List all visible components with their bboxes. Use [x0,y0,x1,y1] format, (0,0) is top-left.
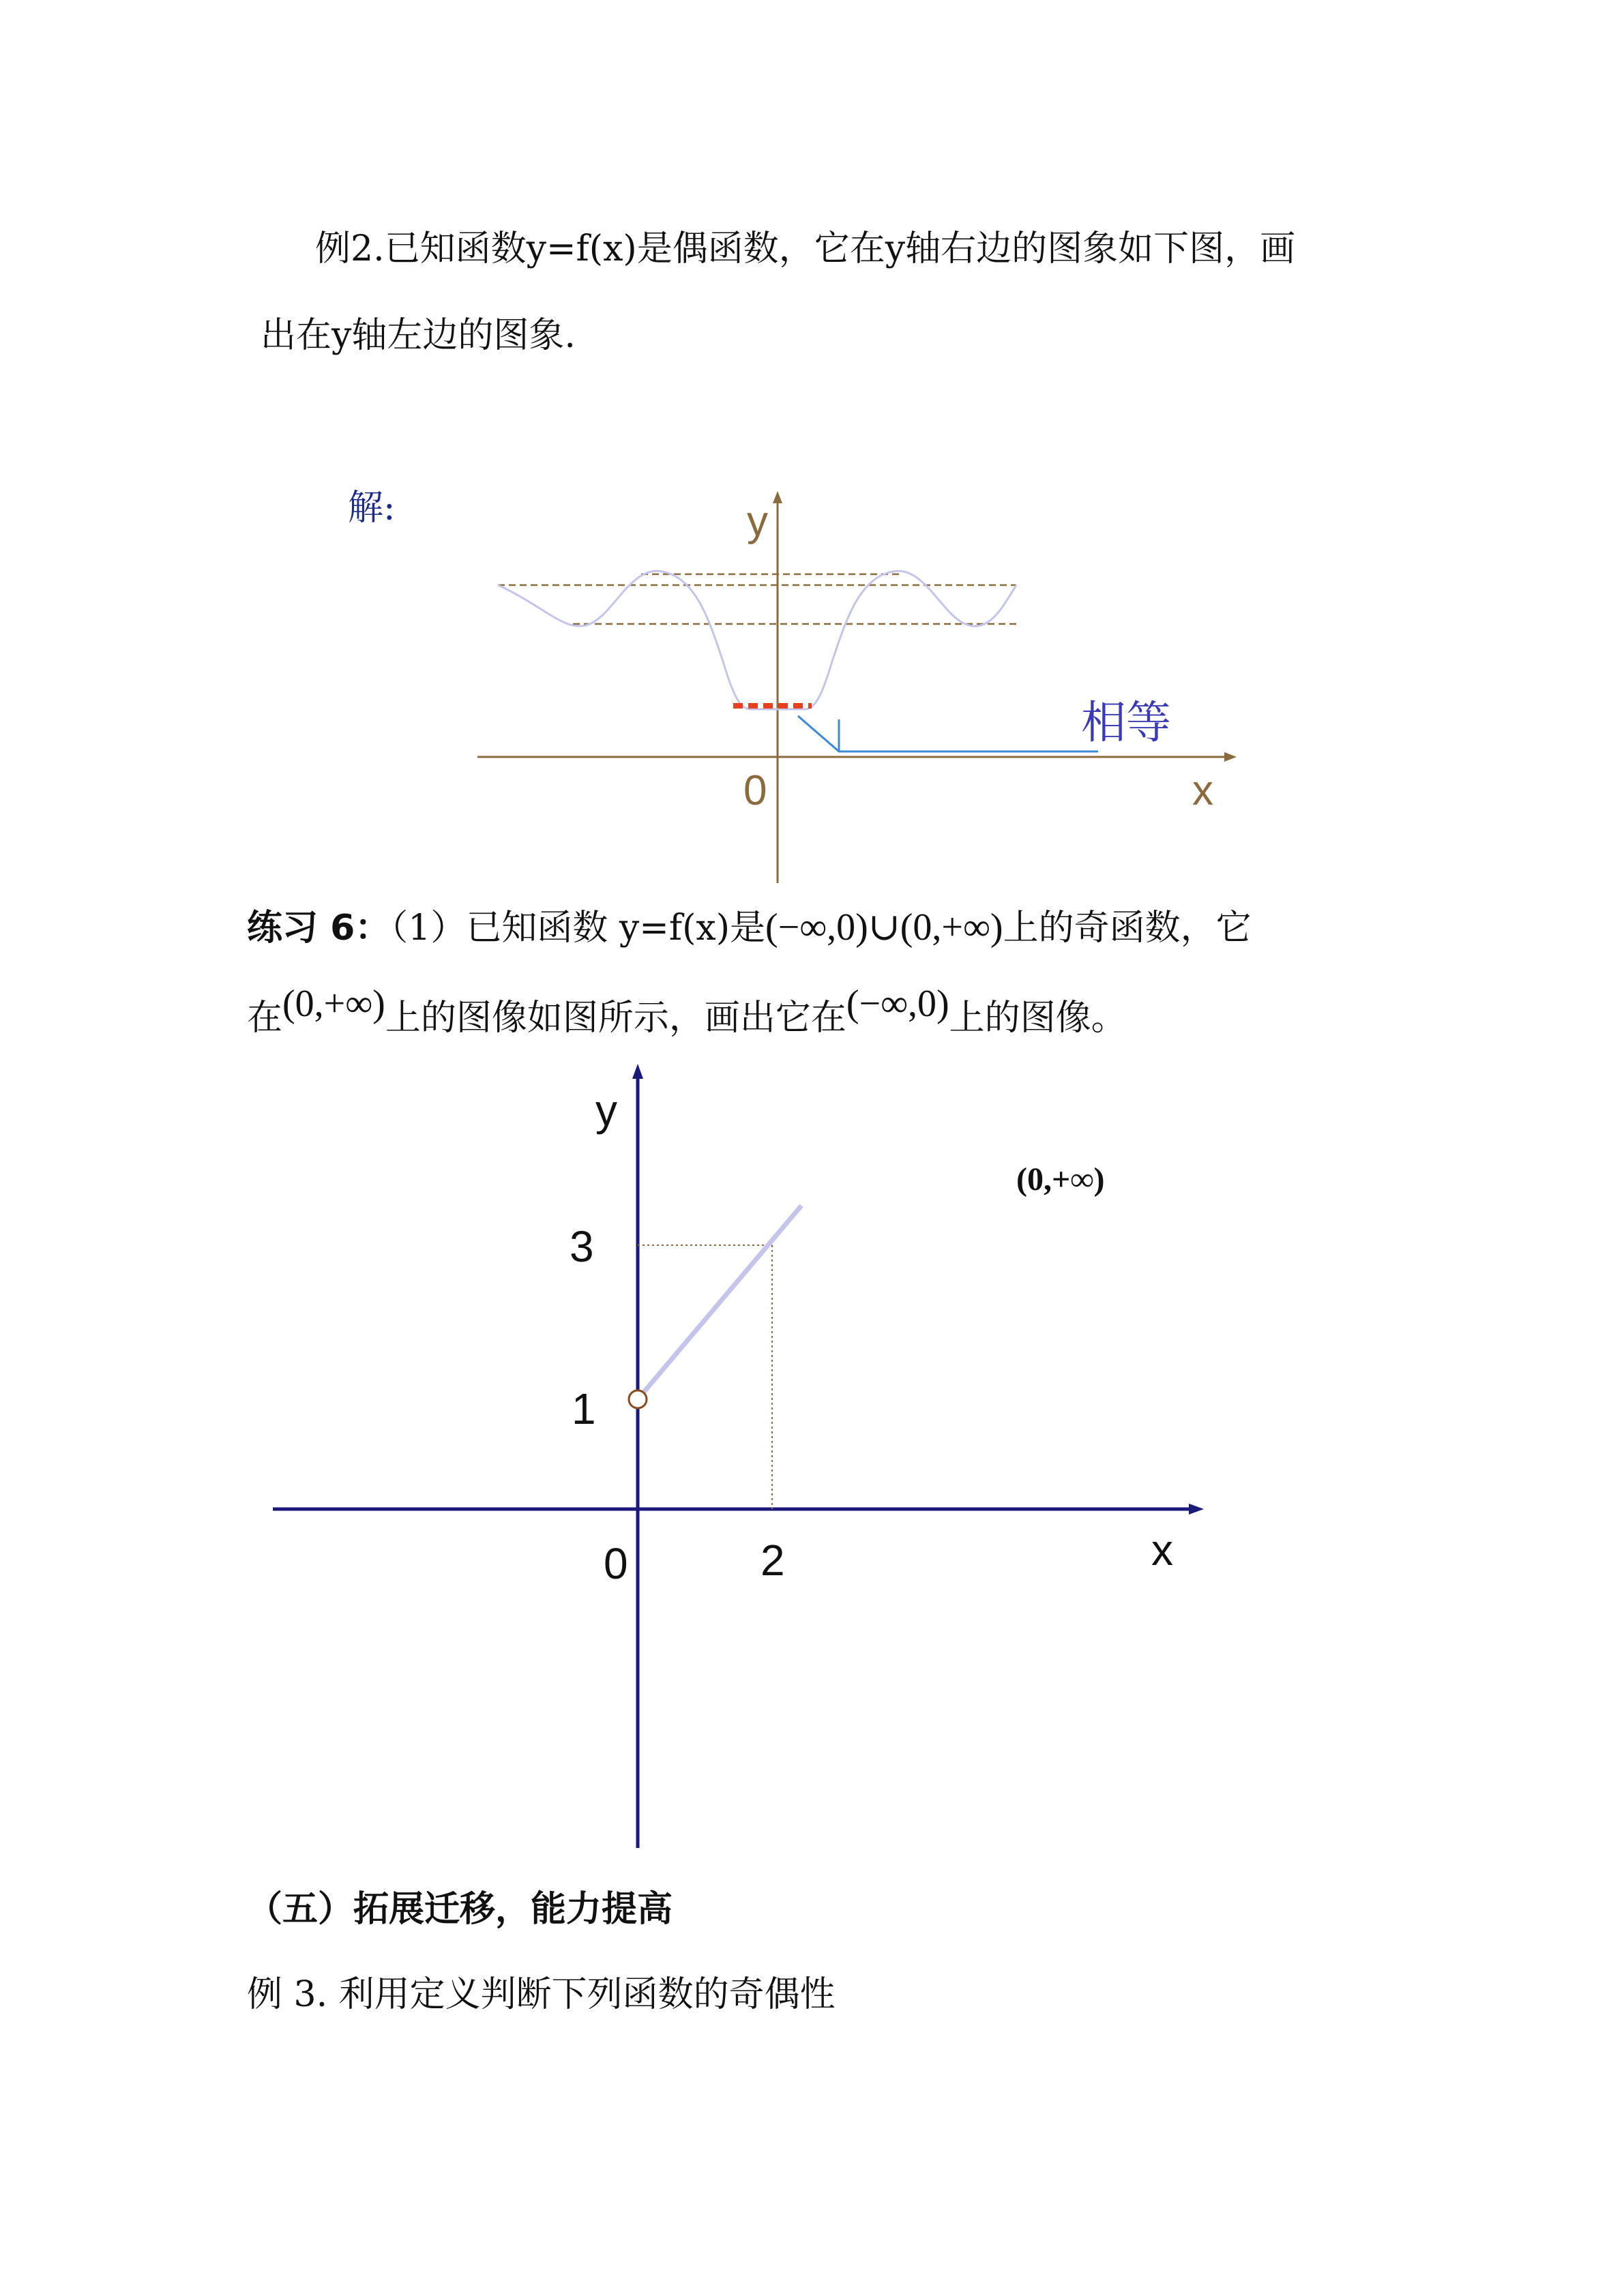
graph2-function-line [638,1206,801,1399]
graph1-curve [498,571,1016,709]
graph1-y-label: y [747,498,768,545]
exercise6-line1 [247,907,1252,949]
graph2-tick-x-2: 2 [761,1536,785,1585]
graph1-equal-label: 相等 [1081,697,1171,747]
exercise6-line2-interval-pos: (0,+∞) [282,983,385,1025]
exercise6-line2-a: 在 [247,998,283,1039]
odd-function-graph [259,1064,1214,1855]
exercise6-union: ∪ [868,906,900,949]
exercise6-interval-neg: (−∞,0) [765,906,868,949]
exercise6-line2-interval-neg: (−∞,0) [846,983,949,1025]
exercise6-interval-pos: (0,+∞) [900,906,1003,949]
graph1-origin-label: 0 [743,767,767,814]
graph2-y-label: y [595,1086,617,1135]
graph2-tick-y-3: 3 [570,1222,594,1271]
graph1-x-label: x [1192,767,1213,814]
exercise6-line2 [247,983,1127,1039]
section5-heading: （五）拓展迁移，能力提高 [247,1889,673,1930]
graph2-open-point [629,1390,647,1408]
even-function-graph [464,484,1255,893]
graph2-x-label: x [1151,1525,1173,1575]
exercise6-label: 练习 6： [247,908,391,949]
graph1-blue-pointer [798,716,1098,751]
exercise6-line2-c: 上的图像。 [949,998,1127,1039]
example3-text: 例 3. 利用定义判断下列函数的奇偶性 [247,1974,836,2015]
example2-line1: 例2.已知函数y=f(x)是偶函数，它在y轴右边的图象如下图，画 [315,228,1296,269]
exercise6-line2-b: 上的图像如图所示，画出它在 [385,998,846,1039]
exercise6-part1: （1）已知函数 y=f(x)是 [390,908,766,949]
graph2-domain-label: (0,+∞) [1016,1161,1105,1197]
solution-label: 解: [348,488,396,528]
graph2-tick-y-1: 1 [572,1384,596,1433]
example2-line2: 出在y轴左边的图象. [261,315,576,356]
exercise6-part2: 上的奇函数，它 [1003,908,1252,949]
graph2-origin-label: 0 [604,1539,628,1588]
